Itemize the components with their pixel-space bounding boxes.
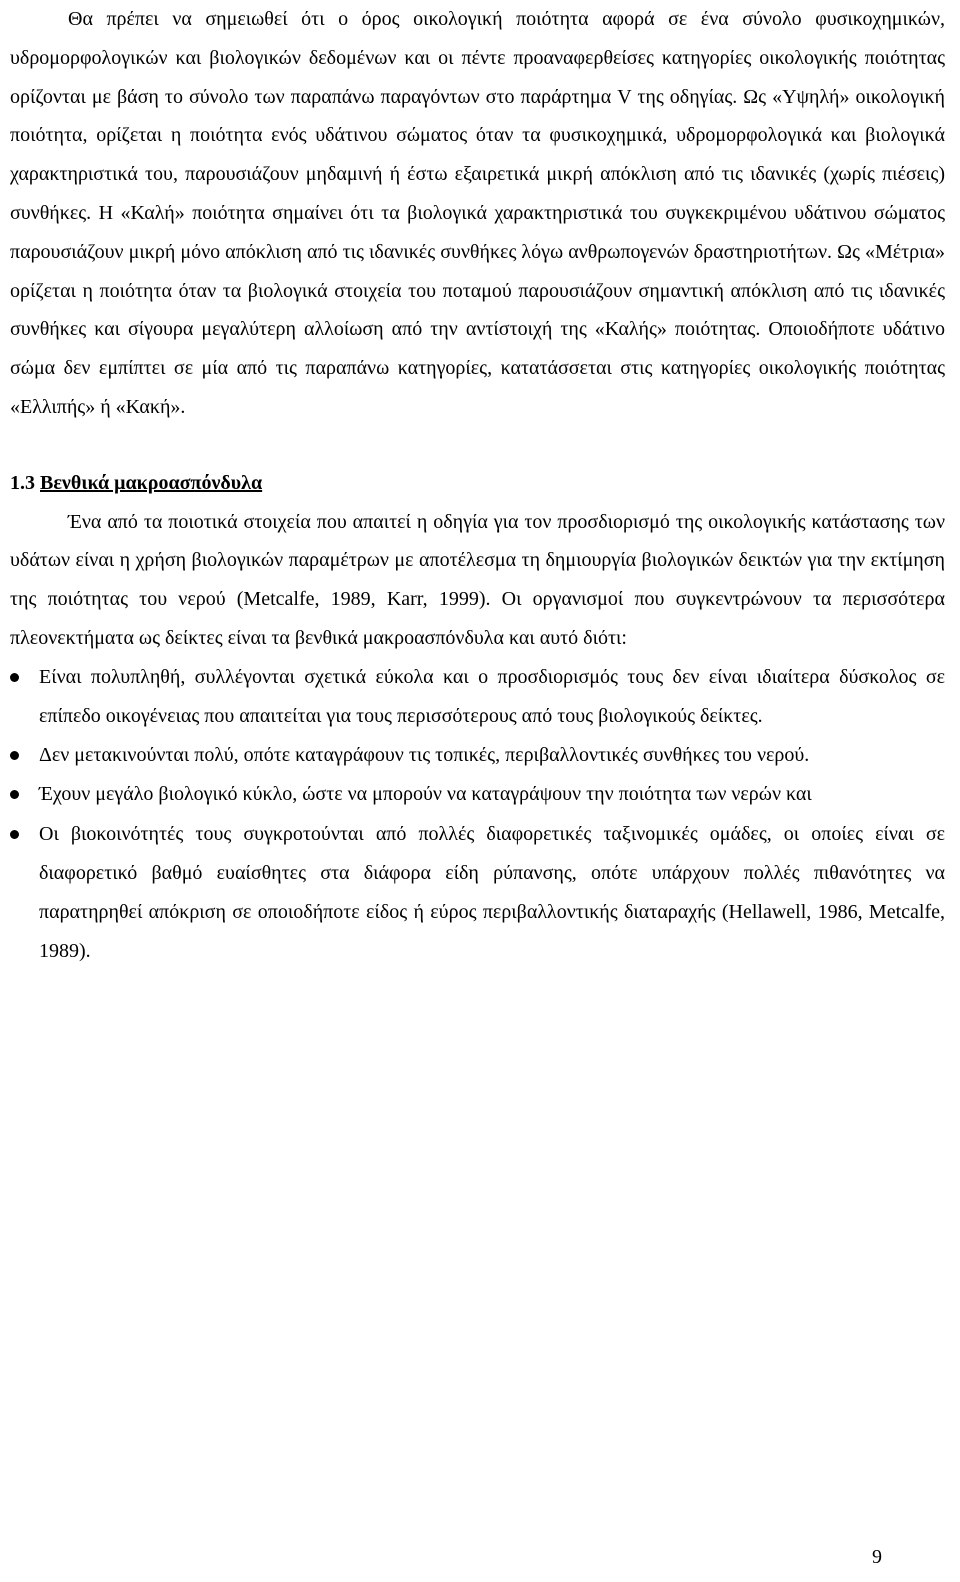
list-item: [10, 815, 945, 972]
bullet-list: [10, 658, 945, 972]
bullet-icon: [10, 790, 19, 799]
section-paragraph: Ένα από τα ποιοτικά στοιχεία που απαιτεί η οδηγία για τον προσδιορισμό της οικολογικής κατάστασης των υδάτων είναι η χρήση βιολογικών παραμέτρων με αποτέλεσμα τη δημιουργία βιολογικών δεικτών για την εκτίμηση της ποιότητας του νερού (Metcalfe, 1989, Karr, 1999). Οι οργανισμοί που συγκεντρώνουν τα περισσότερα πλεονεκτήματα ως δείκτες είναι τα βενθικά μακροασπόνδυλα και αυτό διότι:: [10, 510, 945, 649]
list-item-text: Είναι πολυπληθή, συλλέγονται σχετικά εύκολα και ο προσδιορισμός τους δεν είναι ιδιαίτερα δύσκολος σε επίπεδο οικογένειας που απαιτείται για τους περισσότερους από τους βιολογικούς δείκτες.: [39, 665, 945, 727]
document-page: [10, 0, 945, 971]
bullet-icon: [10, 830, 19, 839]
section-heading: [10, 464, 945, 503]
list-item: [10, 775, 945, 814]
list-item-text: Δεν μετακινούνται πολύ, οπότε καταγράφουν τις τοπικές, περιβαλλοντικές συνθήκες του νερού.: [39, 744, 810, 767]
bullet-icon: [10, 751, 19, 760]
list-item-text: Έχουν μεγάλο βιολογικό κύκλο, ώστε να μπορούν να καταγράψουν την ποιότητα των νερών και: [39, 783, 812, 806]
list-item: [10, 736, 945, 775]
section-number: 1.3: [10, 471, 35, 494]
list-item-text: Οι βιοκοινότητές τους συγκροτούνται από πολλές διαφορετικές ταξινομικές ομάδες, οι οποίες είναι σε διαφορετικό βαθμό ευαίσθητες στα διάφορα είδη ρύπανσης, οπότε υπάρχουν πολλές πιθανότητες να παρατηρηθεί απόκριση σε οποιοδήποτε είδος ή εύρος περιβαλλοντικής διαταραχής (Hellawell, 1986, Metcalfe, 1989).: [39, 822, 945, 963]
list-item: [10, 658, 945, 736]
bullet-icon: [10, 673, 19, 682]
section-title: Βενθικά μακροασπόνδυλα: [40, 471, 263, 494]
intro-paragraph: Θα πρέπει να σημειωθεί ότι ο όρος οικολογική ποιότητα αφορά σε ένα σύνολο φυσικοχημικών, υδρομορφολογικών και βιολογικών δεδομένων και οι πέντε προαναφερθείσες κατηγορίες οικολογικής ποιότητας ορίζονται με βάση το σύνολο των παραπάνω παραγόντων στο παράρτημα V της οδηγίας. Ως «Υψηλή» οικολογική ποιότητα, ορίζεται η ποιότητα ενός υδάτινου σώματος όταν τα φυσικοχημικά, υδρομορφολογικά και βιολογικά χαρακτηριστικά του, παρουσιάζουν μηδαμινή ή έστω εξαιρετικά μικρή απόκλιση από τις ιδανικές (χωρίς πιέσεις) συνθήκες. Η «Καλή» ποιότητα σημαίνει ότι τα βιολογικά χαρακτηριστικά του συγκεκριμένου υδάτινου σώματος παρουσιάζουν μικρή μόνο απόκλιση από τις ιδανικές συνθήκες λόγω ανθρωπογενών δραστηριοτήτων. Ως «Μέτρια» ορίζεται η ποιότητα όταν τα βιολογικά στοιχεία του ποταμού παρουσιάζουν σημαντική απόκλιση από τις ιδανικές συνθήκες και σίγουρα μεγαλύτερη αλλοίωση από την αντίστοιχή της «Καλής» ποιότητας. Οποιοδήποτε υδάτινο σώμα δεν εμπίπτει σε μία από τις παραπάνω κατηγορίες, κατατάσσεται στις κατηγορίες οικολογικής ποιότητας «Ελλιπής» ή «Κακή».: [10, 8, 945, 418]
page-number: 9: [872, 1546, 882, 1568]
